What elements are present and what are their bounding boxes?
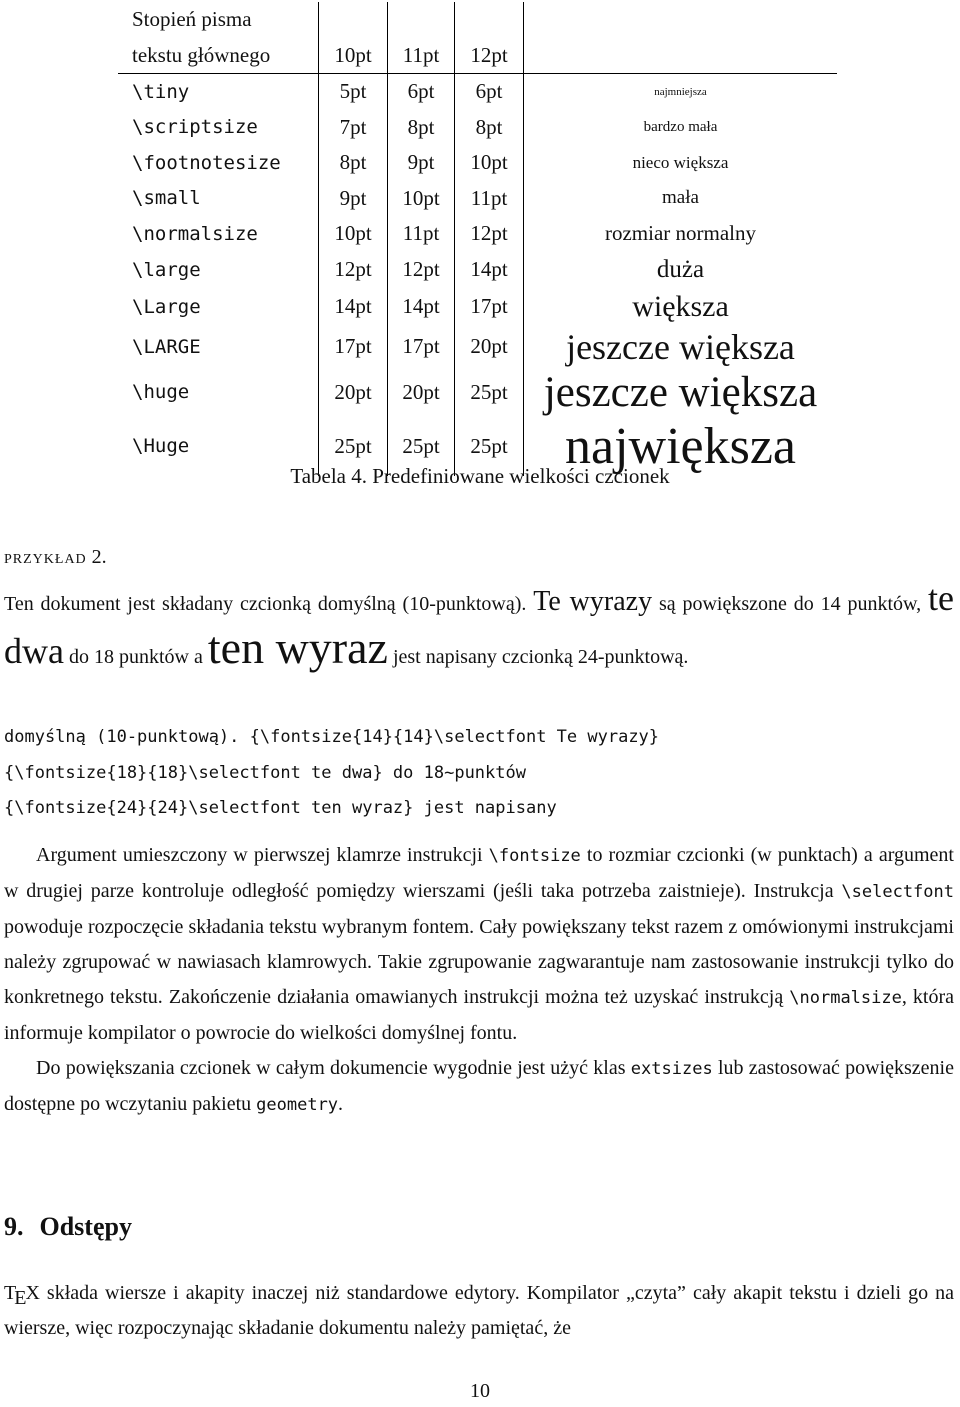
table-row <box>118 145 837 181</box>
table-cell-11pt: 10pt <box>388 181 455 217</box>
section-heading <box>4 1212 132 1242</box>
table-cell-command: \Large <box>132 295 201 318</box>
table-cell-sample: bardzo mała <box>524 110 838 146</box>
table-cell-sample: mała <box>524 181 838 217</box>
page-number: 10 <box>470 1380 490 1402</box>
header-label-line1: Stopień pisma <box>132 7 252 32</box>
section-number: 9. <box>4 1212 24 1241</box>
table-cell-command: \LARGE <box>132 335 201 358</box>
table-cell-11pt: 14pt <box>388 288 455 326</box>
table-cell-12pt: 25pt <box>455 368 524 417</box>
table-cell-12pt: 17pt <box>455 288 524 326</box>
table-cell-sample: duża <box>524 252 838 288</box>
tex-logo: TEX <box>4 1282 40 1309</box>
example-text-part1: Ten dokument jest składany czcionką domyślną (10-punktową). <box>4 593 534 615</box>
table-cell-12pt: 14pt <box>455 252 524 288</box>
table-row <box>118 326 837 368</box>
example-text-24pt: ten wyraz <box>207 622 388 673</box>
table-cell-11pt: 6pt <box>388 74 455 110</box>
table-row <box>118 74 837 110</box>
table-cell-command: \large <box>132 258 201 281</box>
table-row <box>118 110 837 146</box>
table-cell-12pt: 20pt <box>455 326 524 368</box>
table-row <box>118 252 837 288</box>
code-extsizes: extsizes <box>630 1059 713 1079</box>
table-cell-11pt: 25pt <box>388 417 455 476</box>
table-cell-10pt: 12pt <box>319 252 388 288</box>
table-cell-command: \scriptsize <box>132 116 258 139</box>
table-cell-sample: najmniejsza <box>524 74 838 110</box>
table-cell-10pt: 10pt <box>319 216 388 252</box>
table-cell-command: \normalsize <box>132 222 258 245</box>
table-cell-11pt: 20pt <box>388 368 455 417</box>
header-label-line2: tekstu głównego <box>118 38 319 74</box>
table-header-row-2 <box>118 38 837 74</box>
table-cell-10pt: 25pt <box>319 417 388 476</box>
code-fontsize: \fontsize <box>488 846 581 866</box>
code-normalsize: \normalsize <box>789 988 902 1008</box>
example-text-18pt: te dwa <box>4 578 954 671</box>
table-row <box>118 216 837 252</box>
example-text-part3: do 18 punktów a <box>63 646 208 668</box>
column-header-11pt: 11pt <box>388 38 455 74</box>
table-cell-10pt: 17pt <box>319 326 388 368</box>
table-cell-sample: największa <box>524 417 838 476</box>
code-block <box>4 720 659 827</box>
table-cell-11pt: 9pt <box>388 145 455 181</box>
table-cell-12pt: 11pt <box>455 181 524 217</box>
example-text-14pt: Te wyrazy <box>533 586 653 617</box>
table-cell-sample: większa <box>524 288 838 326</box>
paragraph-1: Argument umieszczony w pierwszej klamrze instrukcji \fontsize to rozmiar czcionki (w punktach) a argument w drugiej parze kontroluje odległość pomiędzy wierszami (jeśli taka potrzeba zaistnieje). Instrukcja \selectfont powoduje rozpoczęcie składania tekstu wybranym fontem. Cały powiększany tekst razem z omówionymi instrukcjami należy zgrupować w nawiasach klamrowych. Takie zgrupowanie zagwarantuje nam zastosowanie instrukcji tylko do konkretnego tekstu. Zakończenie działania omawianych instrukcji można też uzyskać instrukcją \normalsize, która informuje kompilator o powrocie do wielkości domyślnej fontu. <box>4 844 955 1044</box>
table-cell-12pt: 6pt <box>455 74 524 110</box>
table-row <box>118 368 837 417</box>
table-cell-sample: jeszcze większa <box>524 368 838 417</box>
table-cell-10pt: 9pt <box>319 181 388 217</box>
table-cell-sample: jeszcze większa <box>524 326 838 368</box>
table-cell-10pt: 7pt <box>319 110 388 146</box>
table-row <box>118 288 837 326</box>
example-heading <box>4 546 107 569</box>
table-cell-11pt: 12pt <box>388 252 455 288</box>
table-cell-11pt: 8pt <box>388 110 455 146</box>
paragraph-2: Do powiększania czcionek w całym dokumencie wygodnie jest użyć klas extsizes lub zastosować powiększenie dostępne po wczytaniu pakietu geometry. <box>4 1057 954 1115</box>
code-line: {\fontsize{18}{18}\selectfont te dwa} do 18~punktów <box>4 762 526 783</box>
column-header-12pt: 12pt <box>455 38 524 74</box>
table-header-row-1 <box>118 2 837 38</box>
example-number: 2. <box>91 546 107 568</box>
code-selectfont: \selectfont <box>841 882 954 902</box>
section-paragraph: składa wiersze i akapity inaczej niż standardowe edytory. Kompilator „czyta” cały akapit tekstu i dzieli go na wiersze, więc rozpoczynając składanie dokumentu należy pamiętać, że <box>4 1282 954 1339</box>
table-cell-10pt: 8pt <box>319 145 388 181</box>
table-caption: Tabela 4. Predefiniowane wielkości czcionek <box>290 464 670 488</box>
code-geometry: geometry <box>256 1095 339 1115</box>
table-row <box>118 181 837 217</box>
table-cell-command: \tiny <box>132 80 190 103</box>
example-text-part4: jest napisany czcionką 24-punktową. <box>387 646 689 668</box>
table-cell-sample: nieco większa <box>524 145 838 181</box>
column-header-10pt: 10pt <box>319 38 388 74</box>
table-cell-12pt: 25pt <box>455 417 524 476</box>
table-cell-11pt: 17pt <box>388 326 455 368</box>
example-text-part2: są powiększone do 14 punktów, <box>652 593 929 615</box>
table-cell-command: \Huge <box>132 435 190 457</box>
body-text <box>4 838 954 1123</box>
table-cell-command: \huge <box>132 381 190 403</box>
table-cell-10pt: 20pt <box>319 368 388 417</box>
table-cell-12pt: 10pt <box>455 145 524 181</box>
example-label: przykład <box>4 546 87 568</box>
code-line: {\fontsize{24}{24}\selectfont ten wyraz} jest napisany <box>4 798 557 818</box>
code-line: domyślną (10-punktową). {\fontsize{14}{14}\selectfont Te wyrazy} <box>4 727 660 747</box>
table-cell-12pt: 8pt <box>455 110 524 146</box>
example-text <box>4 577 954 679</box>
table-cell-10pt: 5pt <box>319 74 388 110</box>
table-cell-11pt: 11pt <box>388 216 455 252</box>
font-size-table <box>118 2 837 476</box>
table-cell-10pt: 14pt <box>319 288 388 326</box>
table-cell-command: \small <box>132 187 201 210</box>
table-cell-sample: rozmiar normalny <box>524 216 838 252</box>
section-text <box>4 1276 954 1346</box>
section-title: Odstępy <box>39 1212 132 1241</box>
table-cell-command: \footnotesize <box>132 151 281 174</box>
table-cell-12pt: 12pt <box>455 216 524 252</box>
